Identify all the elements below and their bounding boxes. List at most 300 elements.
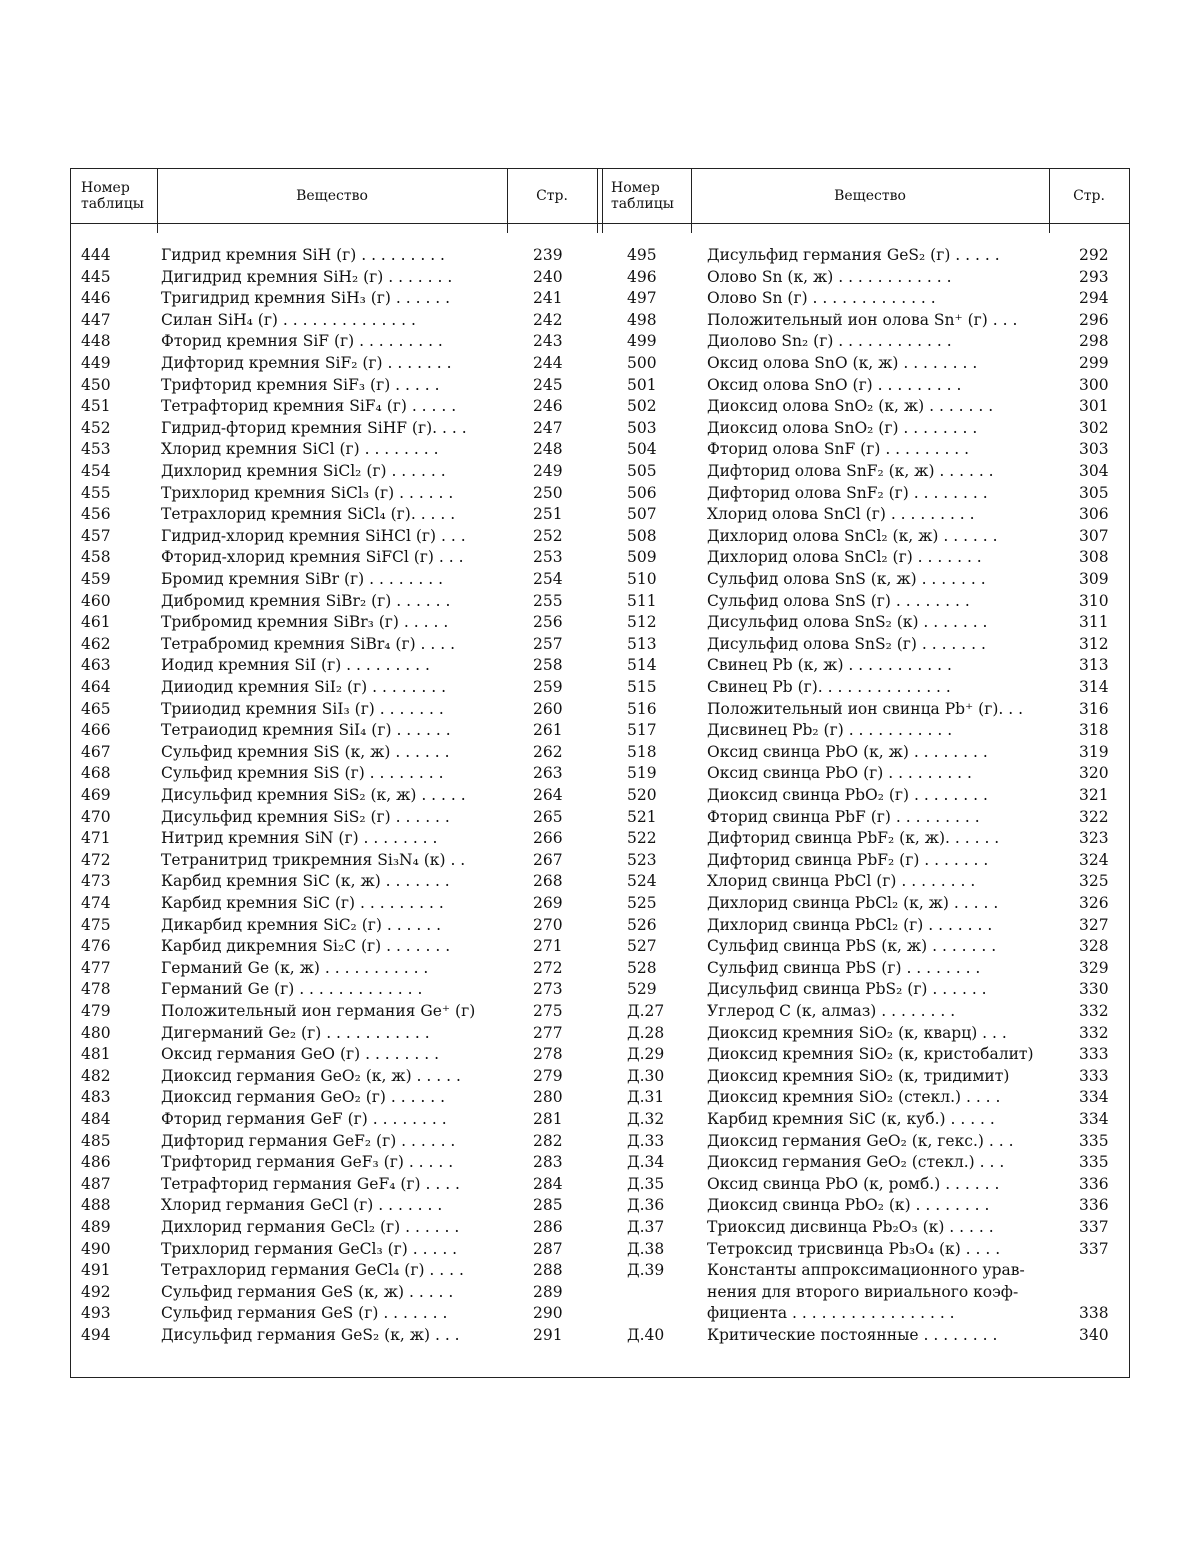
substance-name: Диоксид германия GeO₂ (к, ж) . . . . . (161, 1066, 461, 1085)
page-number: 311 (1079, 613, 1109, 632)
page-number: 255 (533, 591, 563, 610)
substance-name: Углерод C (к, алмаз) . . . . . . . . (707, 1002, 956, 1020)
substance-name: Дисульфид олова SnS₂ (к) . . . . . . . (707, 613, 988, 632)
page-number: 336 (1079, 1196, 1109, 1215)
substance-name: Диоксид кремния SiO₂ (стекл.) . . . . (707, 1088, 1001, 1107)
page-number: 259 (533, 678, 563, 696)
table-number: 486 (81, 1153, 111, 1172)
table-row (71, 850, 1129, 872)
page-number: 246 (533, 397, 563, 416)
table-row (71, 547, 1129, 569)
table-row (71, 331, 1129, 353)
substance-name: Дихлорид германия GeCl₂ (г) . . . . . . (161, 1218, 460, 1236)
table-row (71, 526, 1129, 548)
table-row (71, 958, 1129, 980)
substance-name: Сульфид олова SnS (г) . . . . . . . . (707, 591, 970, 610)
table-number: 456 (81, 505, 111, 524)
table-row (71, 1001, 1129, 1023)
page-number: 280 (533, 1088, 563, 1107)
table-row (71, 1325, 1129, 1347)
table-number: 499 (627, 332, 657, 351)
substance-name: Сульфид кремния SiS (г) . . . . . . . . (161, 764, 444, 783)
substance-name: Сульфид олова SnS (к, ж) . . . . . . . (707, 570, 986, 588)
substance-name: Хлорид олова SnCl (г) . . . . . . . . . (707, 505, 975, 524)
table-number: 480 (81, 1023, 111, 1042)
page-number: 264 (533, 786, 563, 804)
substance-name: Дихлорид олова SnCl₂ (г) . . . . . . . (707, 548, 982, 567)
table-number: 491 (81, 1261, 111, 1280)
page-number: 335 (1079, 1131, 1109, 1150)
table-row (71, 1260, 1129, 1282)
substance-name: Тетрахлорид кремния SiCl₄ (г). . . . . (161, 505, 456, 524)
substance-name: Силан SiH₄ (г) . . . . . . . . . . . . . . (161, 310, 416, 329)
substance-name: Дисульфид германия GeS₂ (г) . . . . . (707, 246, 1000, 264)
substance-name: Бромид кремния SiBr (г) . . . . . . . . (161, 570, 444, 588)
table-row (71, 310, 1129, 332)
substance-name: Карбид кремния SiC (к, куб.) . . . . . (707, 1110, 995, 1128)
header-table-number-left: Номер таблицы (81, 180, 144, 212)
substance-name: Дибромид кремния SiBr₂ (г) . . . . . . (161, 591, 451, 610)
substance-name: Трифторид германия GeF₃ (г) . . . . . (161, 1153, 454, 1172)
table-row (71, 439, 1129, 461)
substance-name: Гидрид-фторид кремния SiHF (г). . . . (161, 418, 467, 437)
page-number: 263 (533, 764, 563, 783)
table-number: Д.33 (627, 1131, 665, 1150)
substance-name: Оксид олова SnO (г) . . . . . . . . . (707, 375, 962, 394)
table-number: 519 (627, 764, 657, 783)
substance-name: Карбид дикремния Si₂C (г) . . . . . . . (161, 937, 451, 956)
substance-name: Карбид кремния SiC (к, ж) . . . . . . . (161, 872, 450, 891)
table-number: 493 (81, 1304, 111, 1323)
table-number: 485 (81, 1131, 111, 1150)
page-number: 319 (1079, 742, 1109, 761)
table-row (71, 1303, 1129, 1325)
substance-name: Диоксид германия GeO₂ (стекл.) . . . (707, 1153, 1005, 1172)
page-number: 292 (1079, 246, 1109, 264)
page-number: 287 (533, 1239, 563, 1258)
page-number: 249 (533, 462, 563, 480)
table-number: 466 (81, 721, 111, 740)
table-row (71, 742, 1129, 764)
page-number: 291 (533, 1326, 563, 1344)
table-row (71, 1023, 1129, 1045)
page-number: 247 (533, 418, 563, 437)
page-number: 321 (1079, 786, 1109, 804)
table-row (71, 634, 1129, 656)
substance-name: Сульфид кремния SiS (к, ж) . . . . . . (161, 742, 450, 761)
page-number: 271 (533, 937, 563, 956)
table-row (71, 655, 1129, 677)
table-row (71, 612, 1129, 634)
page-number: 326 (1079, 894, 1109, 912)
substance-name: Диоксид олова SnO₂ (к, ж) . . . . . . . (707, 397, 994, 416)
table-number: 472 (81, 850, 111, 869)
table-number: 507 (627, 505, 657, 524)
substance-name: Оксид олова SnO (к, ж) . . . . . . . . (707, 354, 978, 372)
table-number: Д.37 (627, 1218, 665, 1236)
substance-name: Тетранитрид трикремния Si₃N₄ (к) . . (161, 850, 466, 869)
table-row (71, 1152, 1129, 1174)
page-number: 251 (533, 505, 563, 524)
substance-name: Дисульфид германия GeS₂ (к, ж) . . . (161, 1326, 460, 1344)
substance-name: Диоксид кремния SiO₂ (к, тридимит) (707, 1066, 1010, 1085)
substance-name: Фторид олова SnF (г) . . . . . . . . . (707, 440, 970, 459)
substance-name: Тетроксид трисвинца Pb₃O₄ (к) . . . . (707, 1239, 1001, 1258)
page-number: 278 (533, 1045, 563, 1064)
page-number: 332 (1079, 1023, 1109, 1042)
page-number: 329 (1079, 958, 1109, 977)
table-number: 527 (627, 937, 657, 956)
table-row (71, 677, 1129, 699)
page-number: 250 (533, 483, 563, 502)
table-number: 450 (81, 375, 111, 394)
substance-name: Хлорид кремния SiCl (г) . . . . . . . . (161, 440, 439, 459)
table-number: 459 (81, 570, 111, 588)
table-number: 489 (81, 1218, 111, 1236)
page-number: 299 (1079, 354, 1109, 372)
page-number: 314 (1079, 678, 1109, 696)
page-number: 243 (533, 332, 563, 351)
table-number: 475 (81, 915, 111, 934)
page-number: 272 (533, 958, 563, 977)
header-page-left: Стр. (536, 188, 568, 204)
page-number: 281 (533, 1110, 563, 1128)
table-number: 496 (627, 267, 657, 286)
table-number: 482 (81, 1066, 111, 1085)
substance-name: Сульфид свинца PbS (г) . . . . . . . . (707, 958, 981, 977)
table-number: Д.31 (627, 1088, 665, 1107)
substance-name: Карбид кремния SiC (г) . . . . . . . . . (161, 894, 444, 912)
substance-name: Диолово Sn₂ (г) . . . . . . . . . . . . (707, 332, 952, 351)
table-row (71, 461, 1129, 483)
table-number: Д.36 (627, 1196, 665, 1215)
page-number: 288 (533, 1261, 563, 1280)
table-row (71, 1195, 1129, 1217)
table-number: 508 (627, 526, 657, 545)
page-number: 270 (533, 915, 563, 934)
page-number: 340 (1079, 1326, 1109, 1344)
header-substance-left: Вещество (296, 188, 368, 204)
table-row (71, 1109, 1129, 1131)
page-number: 289 (533, 1282, 563, 1301)
table-number: Д.38 (627, 1239, 665, 1258)
table-number: 512 (627, 613, 657, 632)
page-number: 284 (533, 1174, 563, 1193)
page-number: 290 (533, 1304, 563, 1323)
table-number: 518 (627, 742, 657, 761)
table-row (71, 871, 1129, 893)
substance-name: Иодид кремния SiI (г) . . . . . . . . . (161, 656, 430, 675)
table-number: 473 (81, 872, 111, 891)
substance-name: Тетрафторид германия GeF₄ (г) . . . . (161, 1174, 460, 1193)
page-number: 244 (533, 354, 563, 372)
substance-name: Диоксид свинца PbO₂ (к) . . . . . . . . (707, 1196, 990, 1215)
table-row (71, 763, 1129, 785)
substance-name: Сульфид свинца PbS (к, ж) . . . . . . . (707, 937, 997, 956)
substance-name: Дифторид германия GeF₂ (г) . . . . . . (161, 1131, 456, 1150)
table-number: Д.40 (627, 1326, 665, 1344)
substance-name: Дихлорид свинца PbCl₂ (г) . . . . . . . (707, 915, 993, 934)
substance-name: Тетрахлорид германия GeCl₄ (г) . . . . (161, 1261, 464, 1280)
table-number: 511 (627, 591, 657, 610)
substance-name: Фторид свинца PbF (г) . . . . . . . . . (707, 807, 980, 826)
table-number: 528 (627, 958, 657, 977)
page-number: 328 (1079, 937, 1109, 956)
page-number: 316 (1079, 699, 1109, 718)
page-number: 245 (533, 375, 563, 394)
substance-name: Константы аппроксимационного урав- (707, 1261, 1025, 1280)
substance-name: Германий Ge (к, ж) . . . . . . . . . . . (161, 958, 429, 977)
table-number: 461 (81, 613, 111, 632)
table-row (71, 591, 1129, 613)
table-number: 453 (81, 440, 111, 459)
substance-name: Фторид кремния SiF (г) . . . . . . . . . (161, 332, 443, 351)
page-number: 296 (1079, 310, 1109, 329)
substance-name: Дихлорид свинца PbCl₂ (к, ж) . . . . . (707, 894, 999, 912)
substance-name: нения для второго вириального коэф- (707, 1282, 1019, 1301)
substance-name: Олово Sn (к, ж) . . . . . . . . . . . . (707, 267, 952, 286)
table-number: 451 (81, 397, 111, 416)
header-substance-right: Вещество (834, 188, 906, 204)
substance-name: Трихлорид германия GeCl₃ (г) . . . . . (161, 1239, 458, 1258)
table-row (71, 979, 1129, 1001)
table-number: 498 (627, 310, 657, 329)
page-number: 330 (1079, 980, 1109, 999)
table-number: 504 (627, 440, 657, 459)
table-number: 454 (81, 462, 111, 480)
substance-name: Дисульфид кремния SiS₂ (г) . . . . . . (161, 807, 450, 826)
table-number: 468 (81, 764, 111, 783)
table-number: 514 (627, 656, 657, 675)
page-number: 306 (1079, 505, 1109, 524)
substance-name: Дииодид кремния SiI₂ (г) . . . . . . . . (161, 678, 447, 696)
table-number: 446 (81, 289, 111, 308)
substance-name: Сульфид германия GeS (г) . . . . . . . (161, 1304, 448, 1323)
page-number: 324 (1079, 850, 1109, 869)
table-number: 483 (81, 1088, 111, 1107)
table-number: 525 (627, 894, 657, 912)
substance-name: Тетрафторид кремния SiF₄ (г) . . . . . (161, 397, 457, 416)
table-number: 494 (81, 1326, 111, 1344)
table-row (71, 375, 1129, 397)
table-number: Д.35 (627, 1174, 665, 1193)
substance-name: Дихлорид кремния SiCl₂ (г) . . . . . . (161, 462, 446, 480)
substance-name: Диоксид кремния SiO₂ (к, кварц) . . . (707, 1023, 1007, 1042)
page-number: 305 (1079, 483, 1109, 502)
substance-name: Положительный ион олова Sn⁺ (г) . . . (707, 310, 1018, 329)
table-number: 478 (81, 980, 111, 999)
table-number: 509 (627, 548, 657, 567)
page-number: 285 (533, 1196, 563, 1215)
substance-name: Дифторид свинца PbF₂ (к, ж). . . . . . (707, 829, 1000, 848)
page-number: 293 (1079, 267, 1109, 286)
table-number: 502 (627, 397, 657, 416)
table-number: 487 (81, 1174, 111, 1193)
page-number: 313 (1079, 656, 1109, 675)
table-number: 462 (81, 634, 111, 653)
table-number: 479 (81, 1002, 111, 1020)
table-number: 526 (627, 915, 657, 934)
table-number: 492 (81, 1282, 111, 1301)
table-number: 529 (627, 980, 657, 999)
page-number: 298 (1079, 332, 1109, 351)
substance-name: Трибромид кремния SiBr₃ (г) . . . . . (161, 613, 449, 632)
table-row (71, 1044, 1129, 1066)
page-number: 325 (1079, 872, 1109, 891)
table-number: Д.29 (627, 1045, 665, 1064)
table-number: Д.28 (627, 1023, 665, 1042)
substance-name: Дисульфид свинца PbS₂ (г) . . . . . . (707, 980, 987, 999)
page-number: 268 (533, 872, 563, 891)
substance-name: Трифторид кремния SiF₃ (г) . . . . . (161, 375, 440, 394)
table-row (71, 396, 1129, 418)
page-number: 294 (1079, 289, 1109, 308)
page-number: 338 (1079, 1304, 1109, 1323)
table-row (71, 569, 1129, 591)
table-number: 506 (627, 483, 657, 502)
table-row (71, 1087, 1129, 1109)
page-number: 286 (533, 1218, 563, 1236)
substance-name: Оксид германия GeO (г) . . . . . . . . (161, 1045, 439, 1064)
table-number: 520 (627, 786, 657, 804)
substance-name: Положительный ион свинца Pb⁺ (г). . . (707, 699, 1024, 718)
substance-name: Триоксид дисвинца Pb₂O₃ (к) . . . . . (707, 1218, 994, 1236)
table-number: 463 (81, 656, 111, 675)
index-table (70, 168, 1130, 1378)
table-row (71, 288, 1129, 310)
substance-name: Дигидрид кремния SiH₂ (г) . . . . . . . (161, 267, 453, 286)
substance-name: Критические постоянные . . . . . . . . (707, 1326, 998, 1344)
page-number: 308 (1079, 548, 1109, 567)
page-number: 241 (533, 289, 563, 308)
substance-name: Германий Ge (г) . . . . . . . . . . . . . (161, 980, 423, 999)
page-number: 256 (533, 613, 563, 632)
table-number: 501 (627, 375, 657, 394)
page-number: 282 (533, 1131, 563, 1150)
table-row (71, 245, 1129, 267)
table-row (71, 1131, 1129, 1153)
table-number: 481 (81, 1045, 111, 1064)
substance-name: Положительный ион германия Ge⁺ (г) (161, 1002, 476, 1020)
substance-name: Фторид-хлорид кремния SiFCl (г) . . . (161, 548, 464, 567)
table-number: Д.34 (627, 1153, 665, 1172)
substance-name: Диоксид германия GeO₂ (г) . . . . . . (161, 1088, 446, 1107)
table-number: 524 (627, 872, 657, 891)
table-number: 505 (627, 462, 657, 480)
page-number: 253 (533, 548, 563, 567)
table-number: 476 (81, 937, 111, 956)
substance-name: Фторид германия GeF (г) . . . . . . . . (161, 1110, 447, 1128)
page-number: 332 (1079, 1002, 1109, 1020)
table-row (71, 504, 1129, 526)
table-number: 497 (627, 289, 657, 308)
table-number: 470 (81, 807, 111, 826)
table-number: 517 (627, 721, 657, 740)
table-number: Д.27 (627, 1002, 665, 1020)
table-number: 449 (81, 354, 111, 372)
table-row (71, 1066, 1129, 1088)
substance-name: Дифторид свинца PbF₂ (г) . . . . . . . (707, 850, 989, 869)
substance-name: Дифторид олова SnF₂ (к, ж) . . . . . . (707, 462, 994, 480)
page-number: 327 (1079, 915, 1109, 934)
substance-name: Олово Sn (г) . . . . . . . . . . . . . (707, 289, 936, 308)
page-number: 258 (533, 656, 563, 675)
table-number: 490 (81, 1239, 111, 1258)
page-number: 337 (1079, 1239, 1109, 1258)
page-number: 302 (1079, 418, 1109, 437)
substance-name: Диоксид олова SnO₂ (г) . . . . . . . . (707, 418, 978, 437)
substance-name: Дисвинец Pb₂ (г) . . . . . . . . . . . (707, 721, 953, 740)
table-row (71, 936, 1129, 958)
header-table-number-right: Номер таблицы (611, 180, 674, 212)
page-number: 277 (533, 1023, 563, 1042)
table-number: 500 (627, 354, 657, 372)
substance-name: Гидрид кремния SiH (г) . . . . . . . . . (161, 246, 445, 264)
table-number: 484 (81, 1110, 111, 1128)
table-number: Д.39 (627, 1261, 665, 1280)
substance-name: Гидрид-хлорид кремния SiHCl (г) . . . (161, 526, 466, 545)
substance-name: Нитрид кремния SiN (г) . . . . . . . . (161, 829, 438, 848)
page-number: 254 (533, 570, 563, 588)
table-row (71, 699, 1129, 721)
table-number: 464 (81, 678, 111, 696)
substance-name: Свинец Pb (г). . . . . . . . . . . . . . (707, 678, 951, 696)
page-number: 334 (1079, 1088, 1109, 1107)
page-number: 273 (533, 980, 563, 999)
substance-name: Оксид свинца PbO (г) . . . . . . . . . (707, 764, 972, 783)
table-number: 445 (81, 267, 111, 286)
substance-name: Дифторид кремния SiF₂ (г) . . . . . . . (161, 354, 452, 372)
page-number: 266 (533, 829, 563, 848)
substance-name: Хлорид свинца PbCl (г) . . . . . . . . (707, 872, 976, 891)
substance-name: Оксид свинца PbO (к, ромб.) . . . . . . (707, 1174, 1000, 1193)
table-row (71, 1239, 1129, 1261)
table-row (71, 893, 1129, 915)
substance-name: фициента . . . . . . . . . . . . . . . . . (707, 1304, 955, 1323)
header-page-right: Стр. (1073, 188, 1105, 204)
table-number: Д.30 (627, 1066, 665, 1085)
page-number: 269 (533, 894, 563, 912)
table-row (71, 807, 1129, 829)
page-number: 257 (533, 634, 563, 653)
substance-name: Дикарбид кремния SiC₂ (г) . . . . . . (161, 915, 442, 934)
table-number: 467 (81, 742, 111, 761)
substance-name: Тригидрид кремния SiH₃ (г) . . . . . . (161, 289, 451, 308)
table-number: 452 (81, 418, 111, 437)
page-number: 309 (1079, 570, 1109, 588)
page-number: 260 (533, 699, 563, 718)
table-number: Д.32 (627, 1110, 665, 1128)
page-number: 262 (533, 742, 563, 761)
substance-name: Тетрабромид кремния SiBr₄ (г) . . . . (161, 634, 456, 653)
substance-name: Дигерманий Ge₂ (г) . . . . . . . . . . . (161, 1023, 430, 1042)
table-number: 503 (627, 418, 657, 437)
page-number: 304 (1079, 462, 1109, 480)
page-number: 239 (533, 246, 563, 264)
substance-name: Диоксид свинца PbO₂ (г) . . . . . . . . (707, 786, 988, 804)
table-number: 457 (81, 526, 111, 545)
page-number: 267 (533, 850, 563, 869)
page-number: 248 (533, 440, 563, 459)
substance-name: Дифторид олова SnF₂ (г) . . . . . . . . (707, 483, 988, 502)
page-number: 283 (533, 1153, 563, 1172)
page-number: 335 (1079, 1153, 1109, 1172)
table-number: 477 (81, 958, 111, 977)
substance-name: Дисульфид кремния SiS₂ (к, ж) . . . . . (161, 786, 466, 804)
table-number: 522 (627, 829, 657, 848)
table-row (71, 1282, 1129, 1304)
table-row (71, 828, 1129, 850)
